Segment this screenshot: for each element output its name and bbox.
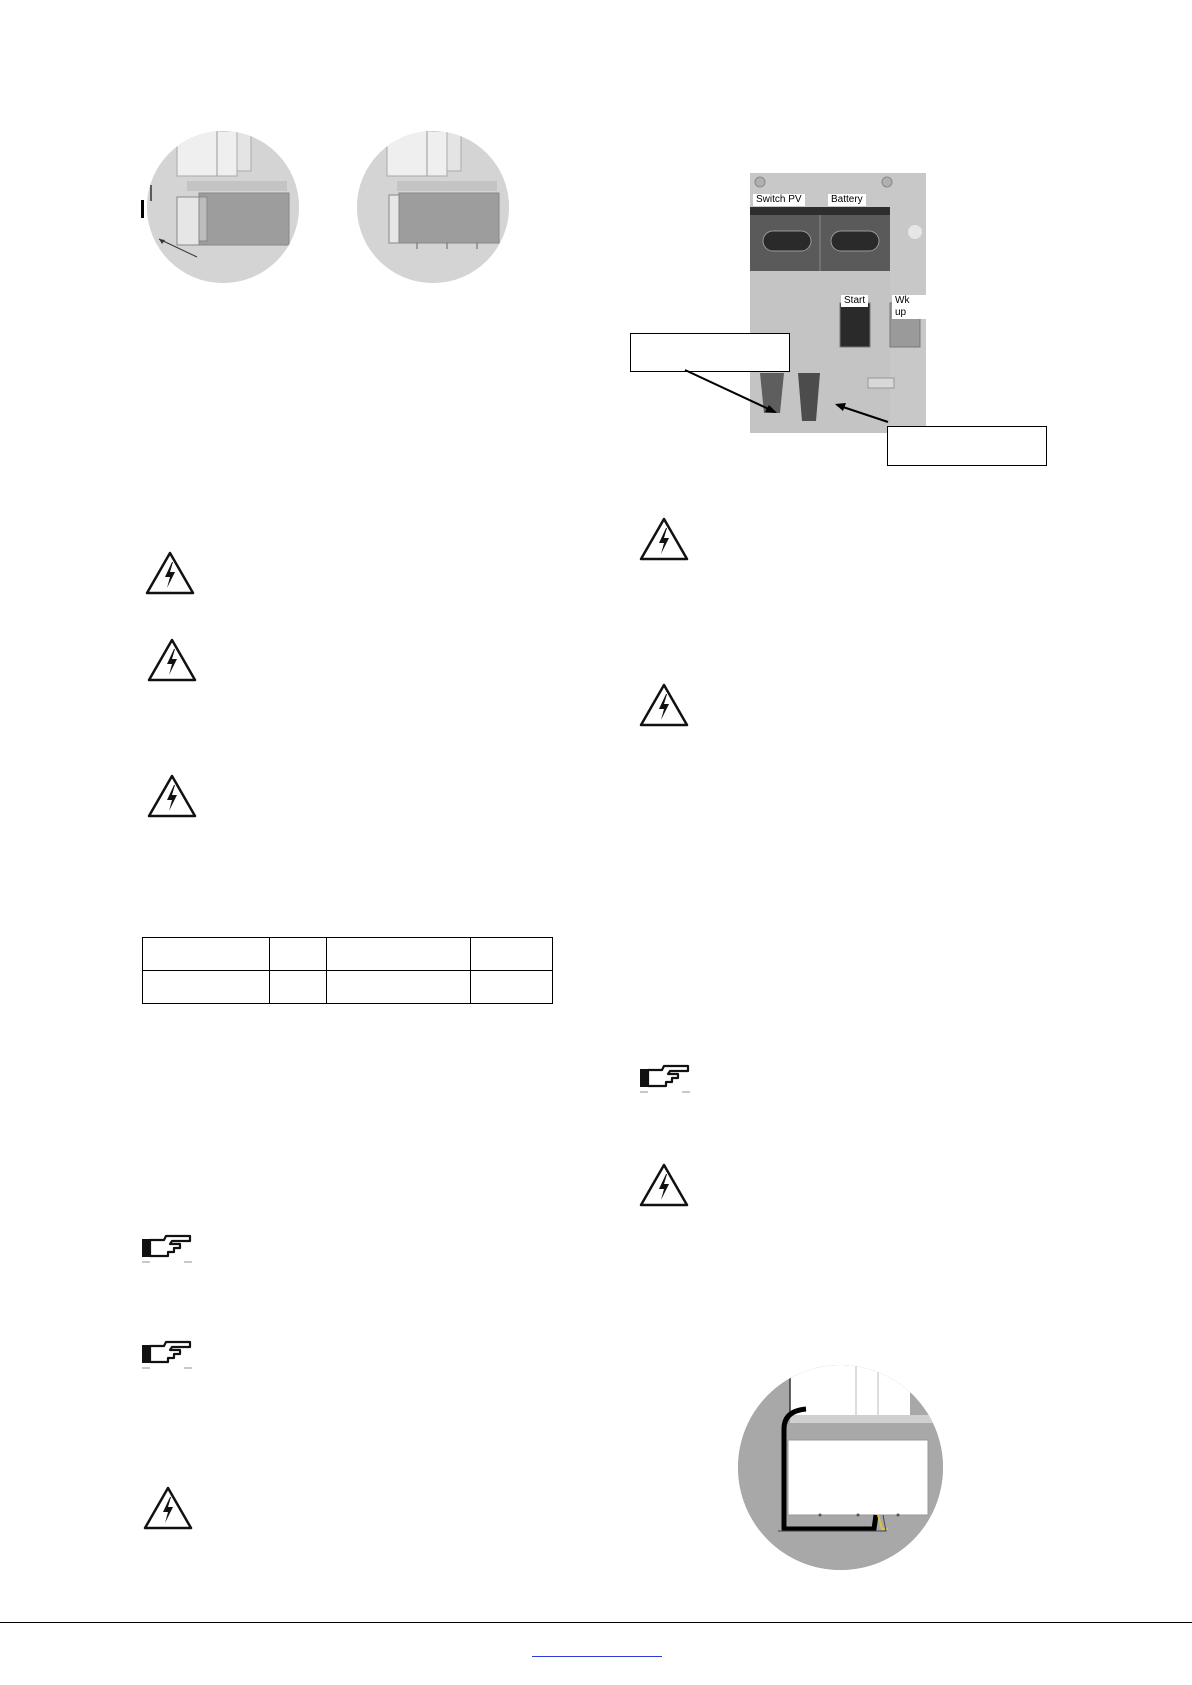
label-switch-pv: Switch PV	[753, 194, 805, 206]
table-cell	[471, 971, 553, 1004]
warning-icon	[638, 682, 690, 728]
table-row	[143, 938, 553, 971]
warning-icon	[638, 516, 690, 562]
table-cell	[270, 938, 327, 971]
marker-bar	[141, 200, 144, 218]
installation-illustration-after	[357, 131, 509, 283]
note-hand-icon	[140, 1336, 194, 1370]
warning-icon	[638, 1162, 690, 1208]
installation-illustration-before	[147, 131, 299, 283]
label-start: Start	[841, 295, 868, 307]
footer-link[interactable]	[532, 1642, 662, 1657]
table-cell	[471, 938, 553, 971]
cable-routing-illustration	[738, 1365, 943, 1570]
label-battery: Battery	[828, 194, 866, 206]
table-cell	[143, 938, 270, 971]
callout-box-right	[887, 426, 1047, 466]
table-cell	[270, 971, 327, 1004]
table-cell	[327, 971, 471, 1004]
label-wake-up: Wk up	[892, 295, 926, 319]
warning-icon	[142, 1485, 194, 1531]
note-hand-icon	[638, 1060, 692, 1094]
table-cell	[327, 938, 471, 971]
footer-divider	[0, 1622, 1192, 1623]
table-row	[143, 971, 553, 1004]
warning-icon	[146, 773, 198, 819]
note-hand-icon	[140, 1230, 194, 1264]
table-cell	[143, 971, 270, 1004]
warning-icon	[144, 550, 196, 596]
callout-arrows	[680, 365, 900, 425]
spec-table	[142, 937, 553, 1004]
warning-icon	[146, 637, 198, 683]
